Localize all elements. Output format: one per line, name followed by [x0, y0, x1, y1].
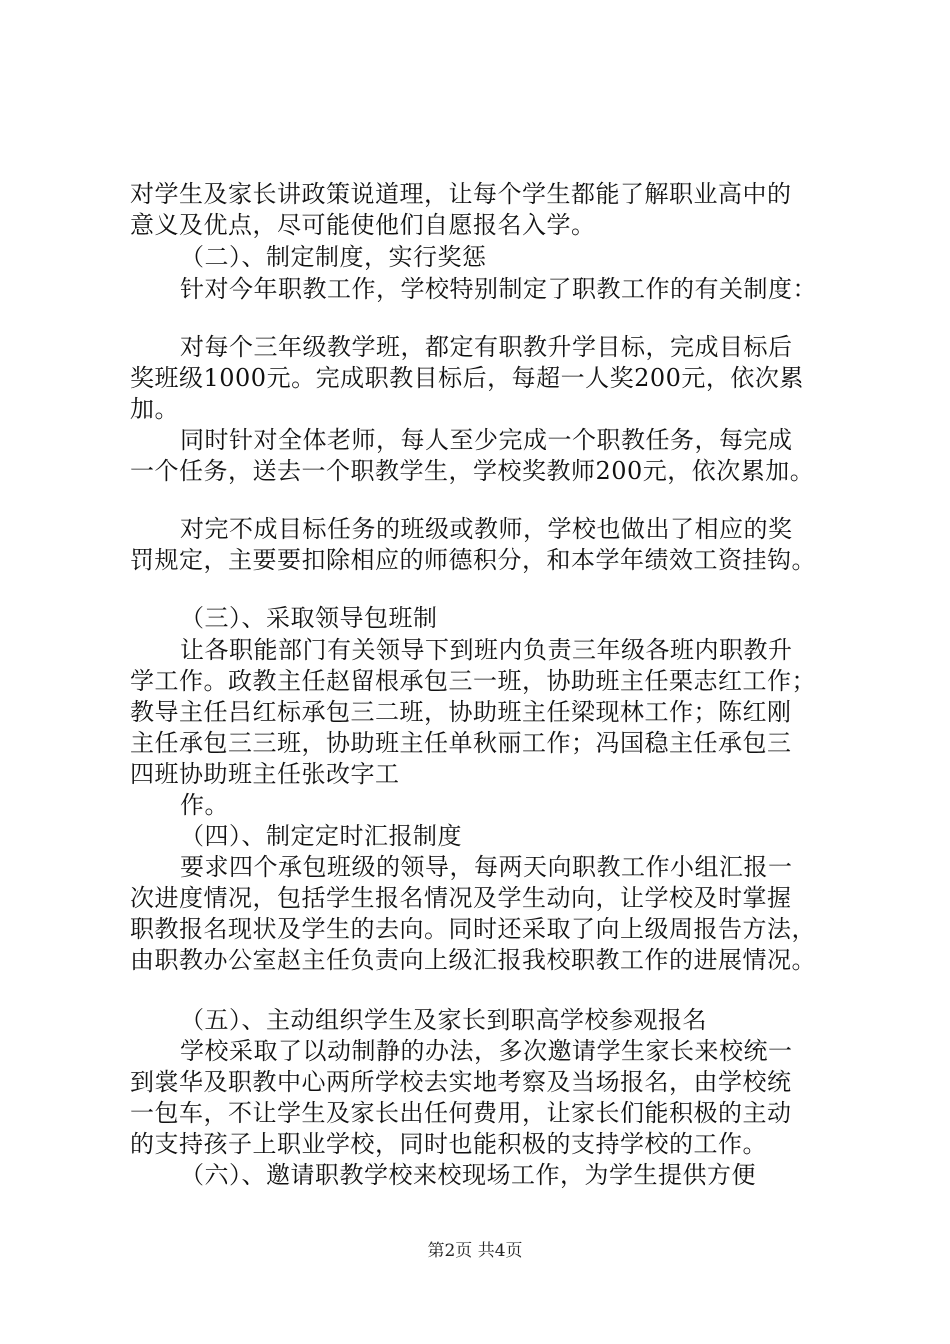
section-heading-2: （二）、制定制度，实行奖惩 [180, 243, 487, 271]
text-line: 罚规定，主要要扣除相应的师德积分，和本学年绩效工资挂钩。 [130, 546, 816, 574]
text-line: 奖班级1000元。完成职教目标后，每超一人奖200元，依次累 [130, 364, 804, 392]
text-line: 对学生及家长讲政策说道理，让每个学生都能了解职业高中的 [130, 180, 792, 208]
text-line: 职教报名现状及学生的去向。同时还采取了向上级周报告方法， [130, 915, 816, 943]
text-line: 加。 [130, 395, 179, 423]
text-line: 针对今年职教工作，学校特别制定了职教工作的有关制度： [180, 275, 817, 303]
text-line: 次进度情况，包括学生报名情况及学生动向，让学校及时掌握 [130, 884, 792, 912]
text-line: 要求四个承包班级的领导，每两天向职教工作小组汇报一 [180, 853, 793, 881]
text-line: 学工作。政教主任赵留根承包三一班，协助班主任栗志红工作； [130, 667, 816, 695]
text-line: 四班协助班主任张改字工 [130, 760, 400, 788]
text-line: 对完不成目标任务的班级或教师，学校也做出了相应的奖 [180, 515, 793, 543]
page-number-footer: 第2页 共4页 [427, 1241, 523, 1261]
text-line: 同时针对全体老师，每人至少完成一个职教任务，每完成 [180, 426, 793, 454]
text-line: 由职教办公室赵主任负责向上级汇报我校职教工作的进展情况。 [130, 946, 816, 974]
text-line: 让各职能部门有关领导下到班内负责三年级各班内职教升 [180, 636, 793, 664]
text-line: 主任承包三三班，协助班主任单秋丽工作；冯国稳主任承包三 [130, 729, 792, 757]
section-heading-5: （五）、主动组织学生及家长到职高学校参观报名 [180, 1006, 707, 1034]
text-line: 一包车，不让学生及家长出任何费用，让家长们能积极的主动 [130, 1099, 792, 1127]
text-line: 作。 [180, 791, 229, 819]
text-line: 教导主任吕红标承包三二班，协助班主任梁现林工作；陈红刚 [130, 698, 792, 726]
text-line: 的支持孩子上职业学校，同时也能积极的支持学校的工作。 [130, 1130, 767, 1158]
text-line: 到裳华及职教中心两所学校去实地考察及当场报名，由学校统 [130, 1068, 792, 1096]
section-heading-3: （三）、采取领导包班制 [180, 604, 438, 632]
text-line: 对每个三年级教学班，都定有职教升学目标，完成目标后 [180, 333, 793, 361]
section-heading-6: （六）、邀请职教学校来校现场工作，为学生提供方便 [180, 1161, 756, 1189]
section-heading-4: （四）、制定定时汇报制度 [180, 822, 462, 850]
text-line: 意义及优点，尽可能使他们自愿报名入学。 [130, 211, 596, 239]
text-line: 一个任务，送去一个职教学生，学校奖教师200元，依次累加。 [130, 457, 815, 485]
text-line: 学校采取了以动制静的办法，多次邀请学生家长来校统一 [180, 1037, 793, 1065]
